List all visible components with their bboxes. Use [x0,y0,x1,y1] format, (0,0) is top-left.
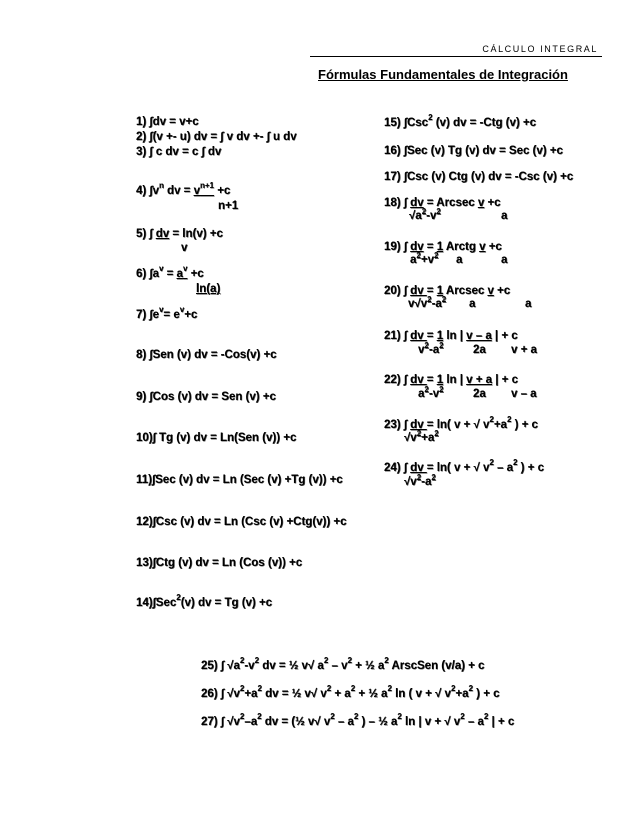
formula-5: 5) ∫ dv = ln(v) +c [136,228,223,240]
formula-4: 4) $\int v^n$ dv = $v^{n+1} +c$ [136,181,231,197]
formula-3: 3) ∫ c dv = c ∫ dv [136,146,222,158]
formula-6-denominator: ln(a) [196,283,221,295]
document-title: Fórmulas Fundamentales de Integración [318,67,568,82]
formula-24-denominator: $√v^2-a^2$ [404,473,436,488]
formula-8: 8) ∫Sen (v) dv = -Cos(v) +c [136,349,277,361]
formula-25: 25) ∫ $√a^2-v^2$ dv = ½ v√ $a^2 - v^2$ + ½ $a^2$ ArscSen (v/a) + c [201,656,485,672]
formula-22-denominator: $a^2-v^2$ [418,385,444,400]
formula-9: 9) ∫Cos (v) dv = Sen (v) +c [136,391,276,403]
header-rule [310,56,602,57]
formula-15: 15) ∫Csc$^2$ (v) dv = -Ctg (v) +c [384,113,537,129]
formula-22-denominator-2a: 2a [473,388,486,400]
formula-20: 20) ∫ dv = 1 Arcsec v +c [384,285,511,297]
formula-20-denominator-a1: a [469,298,476,310]
formula-19: 19) ∫ dv = 1 Arctg v +c [384,241,502,253]
formula-16: 16) ∫Sec (v) Tg (v) dv = Sec (v) +c [384,145,563,157]
formula-18-denominator-a: a [501,210,508,222]
formula-19-denominator: $a^2+v^2$ [410,251,439,266]
formula-24: 24) ∫ dv = ln( v + √ $v^2 - a^2$ ) + c [384,458,544,474]
formula-18: 18) ∫ dv = Arcsec v +c [384,197,501,209]
formula-1: 1) ∫dv = v+c [136,116,199,128]
header-title: CÁLCULO INTEGRAL [482,44,598,54]
formula-21: 21) ∫ dv = 1 ln | v – a | + c [384,330,518,342]
formula-4-denominator: n+1 [218,200,239,212]
formula-17: 17) ∫Csc (v) Ctg (v) dv = -Csc (v) +c [384,171,574,183]
formula-21-denominator-2a: 2a [473,344,486,356]
formula-20-denominator-a2: a [525,298,532,310]
formula-14: 14)∫Sec$^2$(v) dv = Tg (v) +c [136,593,273,609]
formula-27: 27) ∫ $√v^2-a^2$ dv = (½ v√ $v^2 - a^2$ ) – ½ $a^2$ ln | v + √ $v^2 - a^2$ | + c [201,712,515,728]
formula-23: 23) ∫ dv = ln( v + √ $v^2+a^2$ ) + c [384,415,538,431]
formula-21-denominator: $v^2-a^2$ [418,341,444,356]
formula-11: 11)∫Sec (v) dv = Ln (Sec (v) +Tg (v)) +c [136,474,343,486]
formula-22: 22) ∫ dv = 1 ln | v + a | + c [384,374,518,386]
formula-22-denominator-vma: v – a [511,388,537,400]
formula-5-denominator: v [181,242,188,254]
formula-12: 12)∫Csc (v) dv = Ln (Csc (v) +Ctg(v)) +c [136,516,347,528]
formula-7: 7) $\int e^v= e^v+c$ [136,305,198,321]
formula-10: 10)∫ Tg (v) dv = Ln(Sen (v)) +c [136,432,297,444]
formula-13: 13)∫Ctg (v) dv = Ln (Cos (v)) +c [136,557,303,569]
formula-26: 26) ∫ $√v^2+a^2$ dv = ½ v√ $v^2 + a^2$ + ½ $a^2$ ln ( v + √ $v^2+a^2$ ) + c [201,684,500,700]
formula-18-denominator: $√a^2-v^2$ [409,207,441,222]
formula-21-denominator-vpa: v + a [511,344,537,356]
formula-2: 2) ∫(v +- u) dv = ∫ v dv +- ∫ u dv [136,131,297,143]
formula-20-denominator: $v√v^2-a^2$ [408,295,447,310]
formula-19-denominator-a2: a [501,254,508,266]
formula-6: 6) $\int a^v = a^v +c$ [136,264,204,280]
formula-19-denominator-a1: a [456,254,463,266]
formula-23-denominator: $√v^2+a^2$ [404,429,439,444]
